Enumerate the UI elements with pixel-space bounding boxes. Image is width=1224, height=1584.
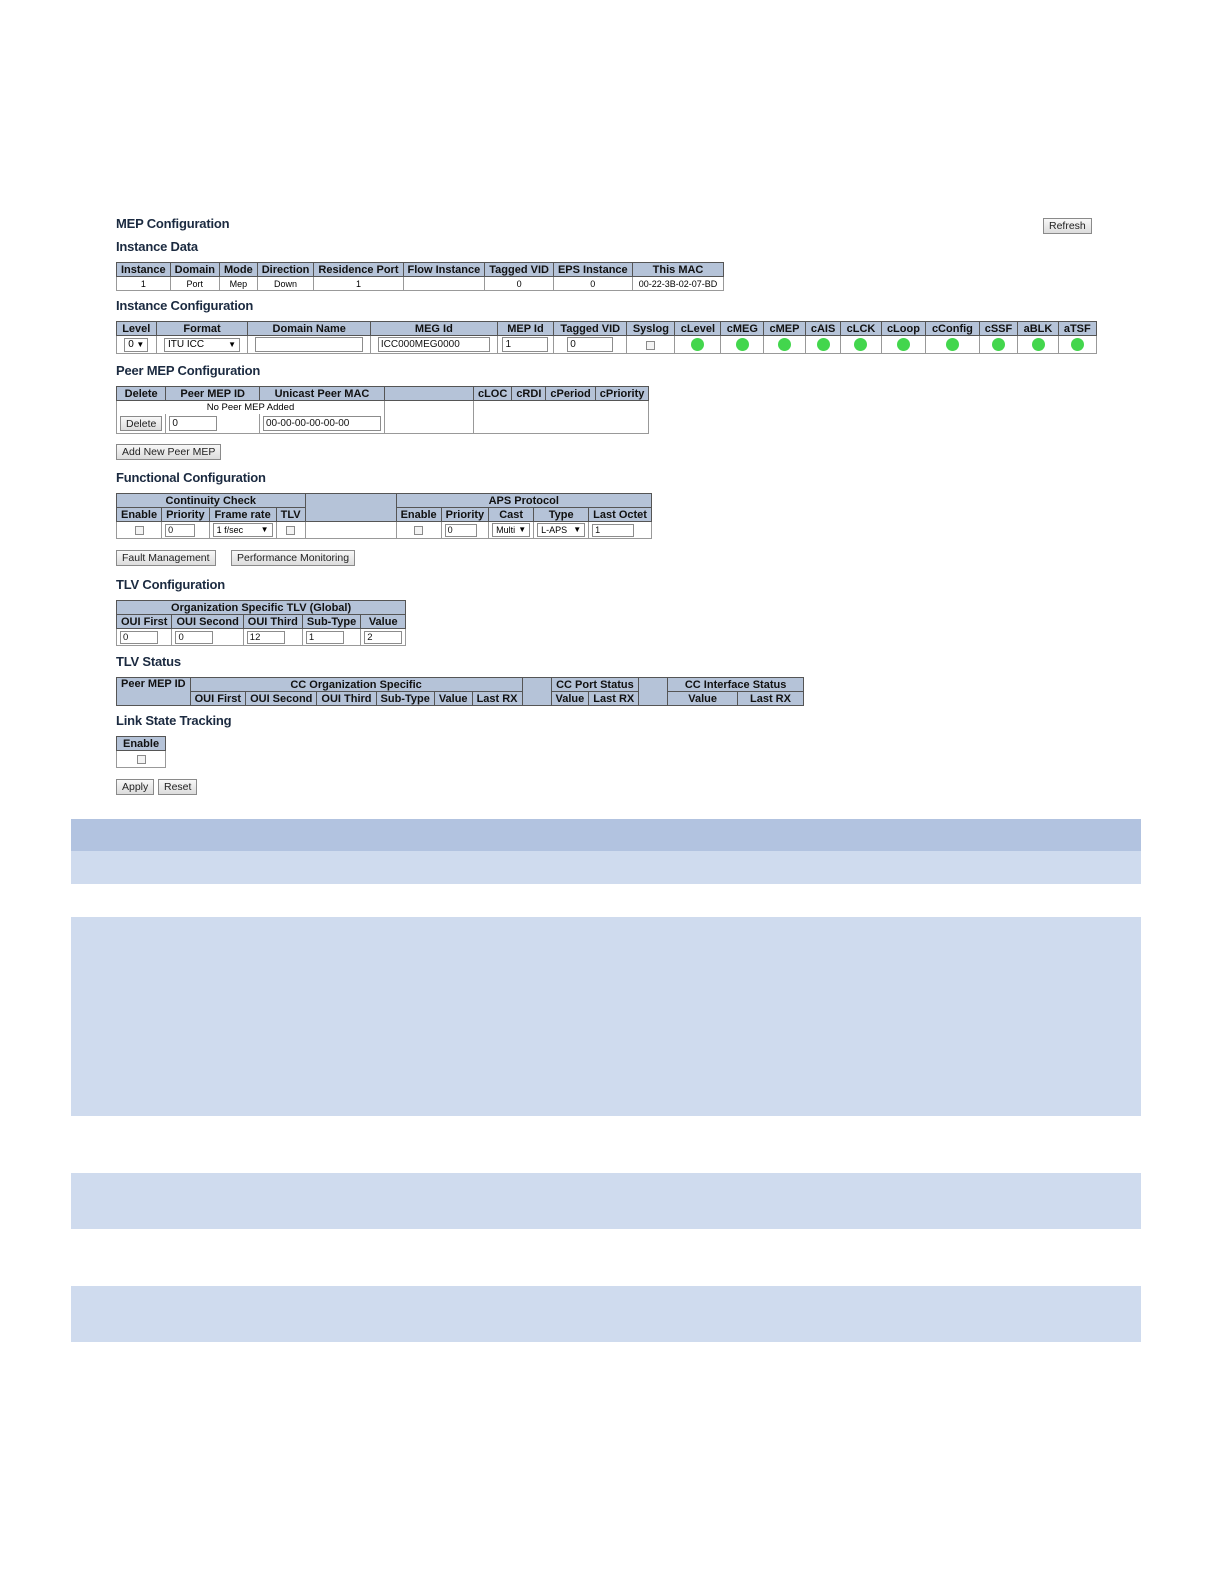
cloop-status-icon [897, 338, 910, 351]
ablk-status-icon [1032, 338, 1045, 351]
col-mep-id: MEP Id [497, 322, 553, 336]
col-tagged-vid: Tagged VID [485, 263, 554, 277]
cc-priority-input[interactable] [165, 524, 195, 537]
col-frame-rate: Frame rate [209, 508, 276, 522]
table-row-band [71, 1173, 1141, 1229]
col-instance: Instance [117, 263, 171, 277]
cmep-status-icon [778, 338, 791, 351]
type-value: L-APS [541, 525, 568, 535]
col-last-rx: Last RX [472, 692, 522, 706]
col-cssf: cSSF [979, 322, 1018, 336]
col-oui-first: OUI First [117, 615, 172, 629]
cais-status-icon [817, 338, 830, 351]
col-crdi: cRDI [512, 387, 546, 401]
link-state-enable-checkbox[interactable] [137, 755, 146, 764]
aps-protocol-group: APS Protocol [396, 494, 651, 508]
peer-mac-input[interactable] [263, 416, 381, 431]
link-state-title: Link State Tracking [116, 713, 232, 728]
sub-type-input[interactable] [306, 631, 344, 644]
frame-rate-select[interactable] [213, 523, 273, 537]
dropdown-arrow-icon: ▼ [136, 339, 145, 349]
col-flow-instance: Flow Instance [403, 263, 485, 277]
col-direction: Direction [257, 263, 314, 277]
col-port-value: Value [551, 692, 589, 706]
cell-flow-instance [403, 277, 485, 291]
no-peer-message: No Peer MEP Added [117, 401, 385, 415]
type-select[interactable] [537, 523, 585, 537]
col-atsf: aTSF [1058, 322, 1096, 336]
reset-button[interactable]: Reset [158, 779, 197, 795]
col-if-value: Value [668, 692, 738, 706]
tagged-vid-input[interactable] [567, 337, 613, 352]
format-value: ITU ICC [168, 338, 205, 350]
cc-port-status-group: CC Port Status [551, 678, 639, 692]
frame-rate-value: 1 f/sec [216, 525, 244, 535]
col-sub-type: Sub-Type [302, 615, 360, 629]
clevel-status-icon [691, 338, 704, 351]
tlv-status-table [116, 677, 804, 706]
col-port-last-rx: Last RX [589, 692, 639, 706]
col-meg-id: MEG Id [370, 322, 497, 336]
col-value: Value [434, 692, 472, 706]
cc-interface-status-group: CC Interface Status [668, 678, 804, 692]
cell-this-mac: 00-22-3B-02-07-BD [632, 277, 724, 291]
table-row-band [71, 917, 1141, 1116]
cell-domain: Port [170, 277, 219, 291]
col-level: Level [117, 322, 157, 336]
cast-value: Multi [496, 525, 516, 535]
col-aps-enable: Enable [396, 508, 441, 522]
cc-enable-checkbox[interactable] [135, 526, 144, 535]
dropdown-arrow-icon: ▼ [228, 339, 237, 349]
instance-config-title: Instance Configuration [116, 298, 254, 313]
page-title: MEP Configuration [116, 216, 230, 231]
refresh-button[interactable]: Refresh [1043, 218, 1092, 234]
peer-mep-table [116, 386, 649, 434]
cell-tagged-vid: 0 [485, 277, 554, 291]
col-syslog: Syslog [627, 322, 675, 336]
atsf-status-icon [1071, 338, 1084, 351]
oui-third-input[interactable] [247, 631, 285, 644]
col-enable: Enable [117, 737, 166, 751]
continuity-check-group: Continuity Check [117, 494, 306, 508]
fault-management-button[interactable]: Fault Management [116, 550, 216, 566]
peer-mep-id-input[interactable] [169, 416, 217, 431]
col-domain: Domain [170, 263, 219, 277]
col-oui-first: OUI First [190, 692, 245, 706]
col-cast: Cast [489, 508, 534, 522]
col-peer-mep-id: Peer MEP ID [117, 678, 191, 706]
col-residence-port: Residence Port [314, 263, 403, 277]
tlv-config-title: TLV Configuration [116, 577, 226, 592]
instance-data-title: Instance Data [116, 239, 198, 254]
col-spacer [384, 387, 473, 401]
dropdown-arrow-icon: ▼ [260, 525, 269, 534]
org-specific-tlv-group: Organization Specific TLV (Global) [117, 601, 406, 615]
col-tagged-vid: Tagged VID [554, 322, 627, 336]
col-delete: Delete [117, 387, 166, 401]
col-unicast-peer-mac: Unicast Peer MAC [259, 387, 384, 401]
cell-direction: Down [257, 277, 314, 291]
instance-data-table [116, 262, 724, 291]
cell-instance: 1 [117, 277, 171, 291]
col-cloop: cLoop [881, 322, 926, 336]
col-mode: Mode [219, 263, 257, 277]
col-value: Value [361, 615, 406, 629]
col-oui-second: OUI Second [246, 692, 317, 706]
col-oui-third: OUI Third [317, 692, 376, 706]
col-domain-name: Domain Name [248, 322, 371, 336]
col-this-mac: This MAC [632, 263, 724, 277]
col-cloc: cLOC [473, 387, 511, 401]
col-cperiod: cPeriod [546, 387, 595, 401]
cconfig-status-icon [946, 338, 959, 351]
cell-eps-instance: 0 [553, 277, 632, 291]
cast-select[interactable] [492, 523, 530, 537]
tlv-config-table [116, 600, 406, 646]
format-select[interactable] [164, 338, 240, 352]
col-eps-instance: EPS Instance [553, 263, 632, 277]
dropdown-arrow-icon: ▼ [518, 525, 527, 534]
table-header-band [71, 819, 1141, 851]
last-octet-input[interactable] [592, 524, 634, 537]
col-peer-mep-id: Peer MEP ID [166, 387, 260, 401]
instance-config-table [116, 321, 1097, 354]
col-last-octet: Last Octet [589, 508, 652, 522]
col-if-last-rx: Last RX [738, 692, 804, 706]
mep-id-input[interactable] [502, 337, 548, 352]
tlv-status-title: TLV Status [116, 654, 181, 669]
functional-config-table [116, 493, 652, 539]
table-row-band [71, 851, 1141, 884]
tlv-checkbox[interactable] [286, 526, 295, 535]
cmeg-status-icon [736, 338, 749, 351]
performance-monitoring-button[interactable]: Performance Monitoring [231, 550, 355, 566]
col-sub-type: Sub-Type [376, 692, 434, 706]
domain-name-input[interactable] [255, 337, 363, 352]
link-state-table [116, 736, 166, 768]
col-cconfig: cConfig [926, 322, 979, 336]
value-input[interactable] [364, 631, 402, 644]
col-oui-second: OUI Second [172, 615, 243, 629]
col-cais: cAIS [805, 322, 841, 336]
aps-priority-input[interactable] [445, 524, 477, 537]
col-cpriority: cPriority [595, 387, 649, 401]
level-value: 0 [128, 338, 134, 350]
col-cmep: cMEP [764, 322, 806, 336]
syslog-checkbox[interactable] [646, 341, 655, 350]
meg-id-input[interactable] [378, 337, 490, 352]
table-row-band [71, 1286, 1141, 1342]
col-type: Type [534, 508, 589, 522]
oui-second-input[interactable] [175, 631, 213, 644]
dropdown-arrow-icon: ▼ [573, 525, 582, 534]
level-select[interactable] [124, 338, 148, 352]
clck-status-icon [854, 338, 867, 351]
col-clck: cLCK [841, 322, 881, 336]
cc-org-specific-group: CC Organization Specific [190, 678, 522, 692]
aps-enable-checkbox[interactable] [414, 526, 423, 535]
functional-config-title: Functional Configuration [116, 470, 266, 485]
col-aps-priority: Priority [441, 508, 489, 522]
col-format: Format [156, 322, 248, 336]
col-tlv: TLV [276, 508, 305, 522]
cell-residence-port: 1 [314, 277, 403, 291]
col-cmeg: cMEG [721, 322, 764, 336]
peer-mep-title: Peer MEP Configuration [116, 363, 261, 378]
col-cc-priority: Priority [162, 508, 210, 522]
col-cc-enable: Enable [117, 508, 162, 522]
cell-mode: Mep [219, 277, 257, 291]
apply-button[interactable]: Apply [116, 779, 154, 795]
add-new-peer-mep-button[interactable]: Add New Peer MEP [116, 444, 221, 460]
col-clevel: cLevel [675, 322, 721, 336]
cssf-status-icon [992, 338, 1005, 351]
col-oui-third: OUI Third [243, 615, 302, 629]
col-ablk: aBLK [1018, 322, 1058, 336]
oui-first-input[interactable] [120, 631, 158, 644]
delete-peer-button[interactable]: Delete [120, 416, 162, 431]
